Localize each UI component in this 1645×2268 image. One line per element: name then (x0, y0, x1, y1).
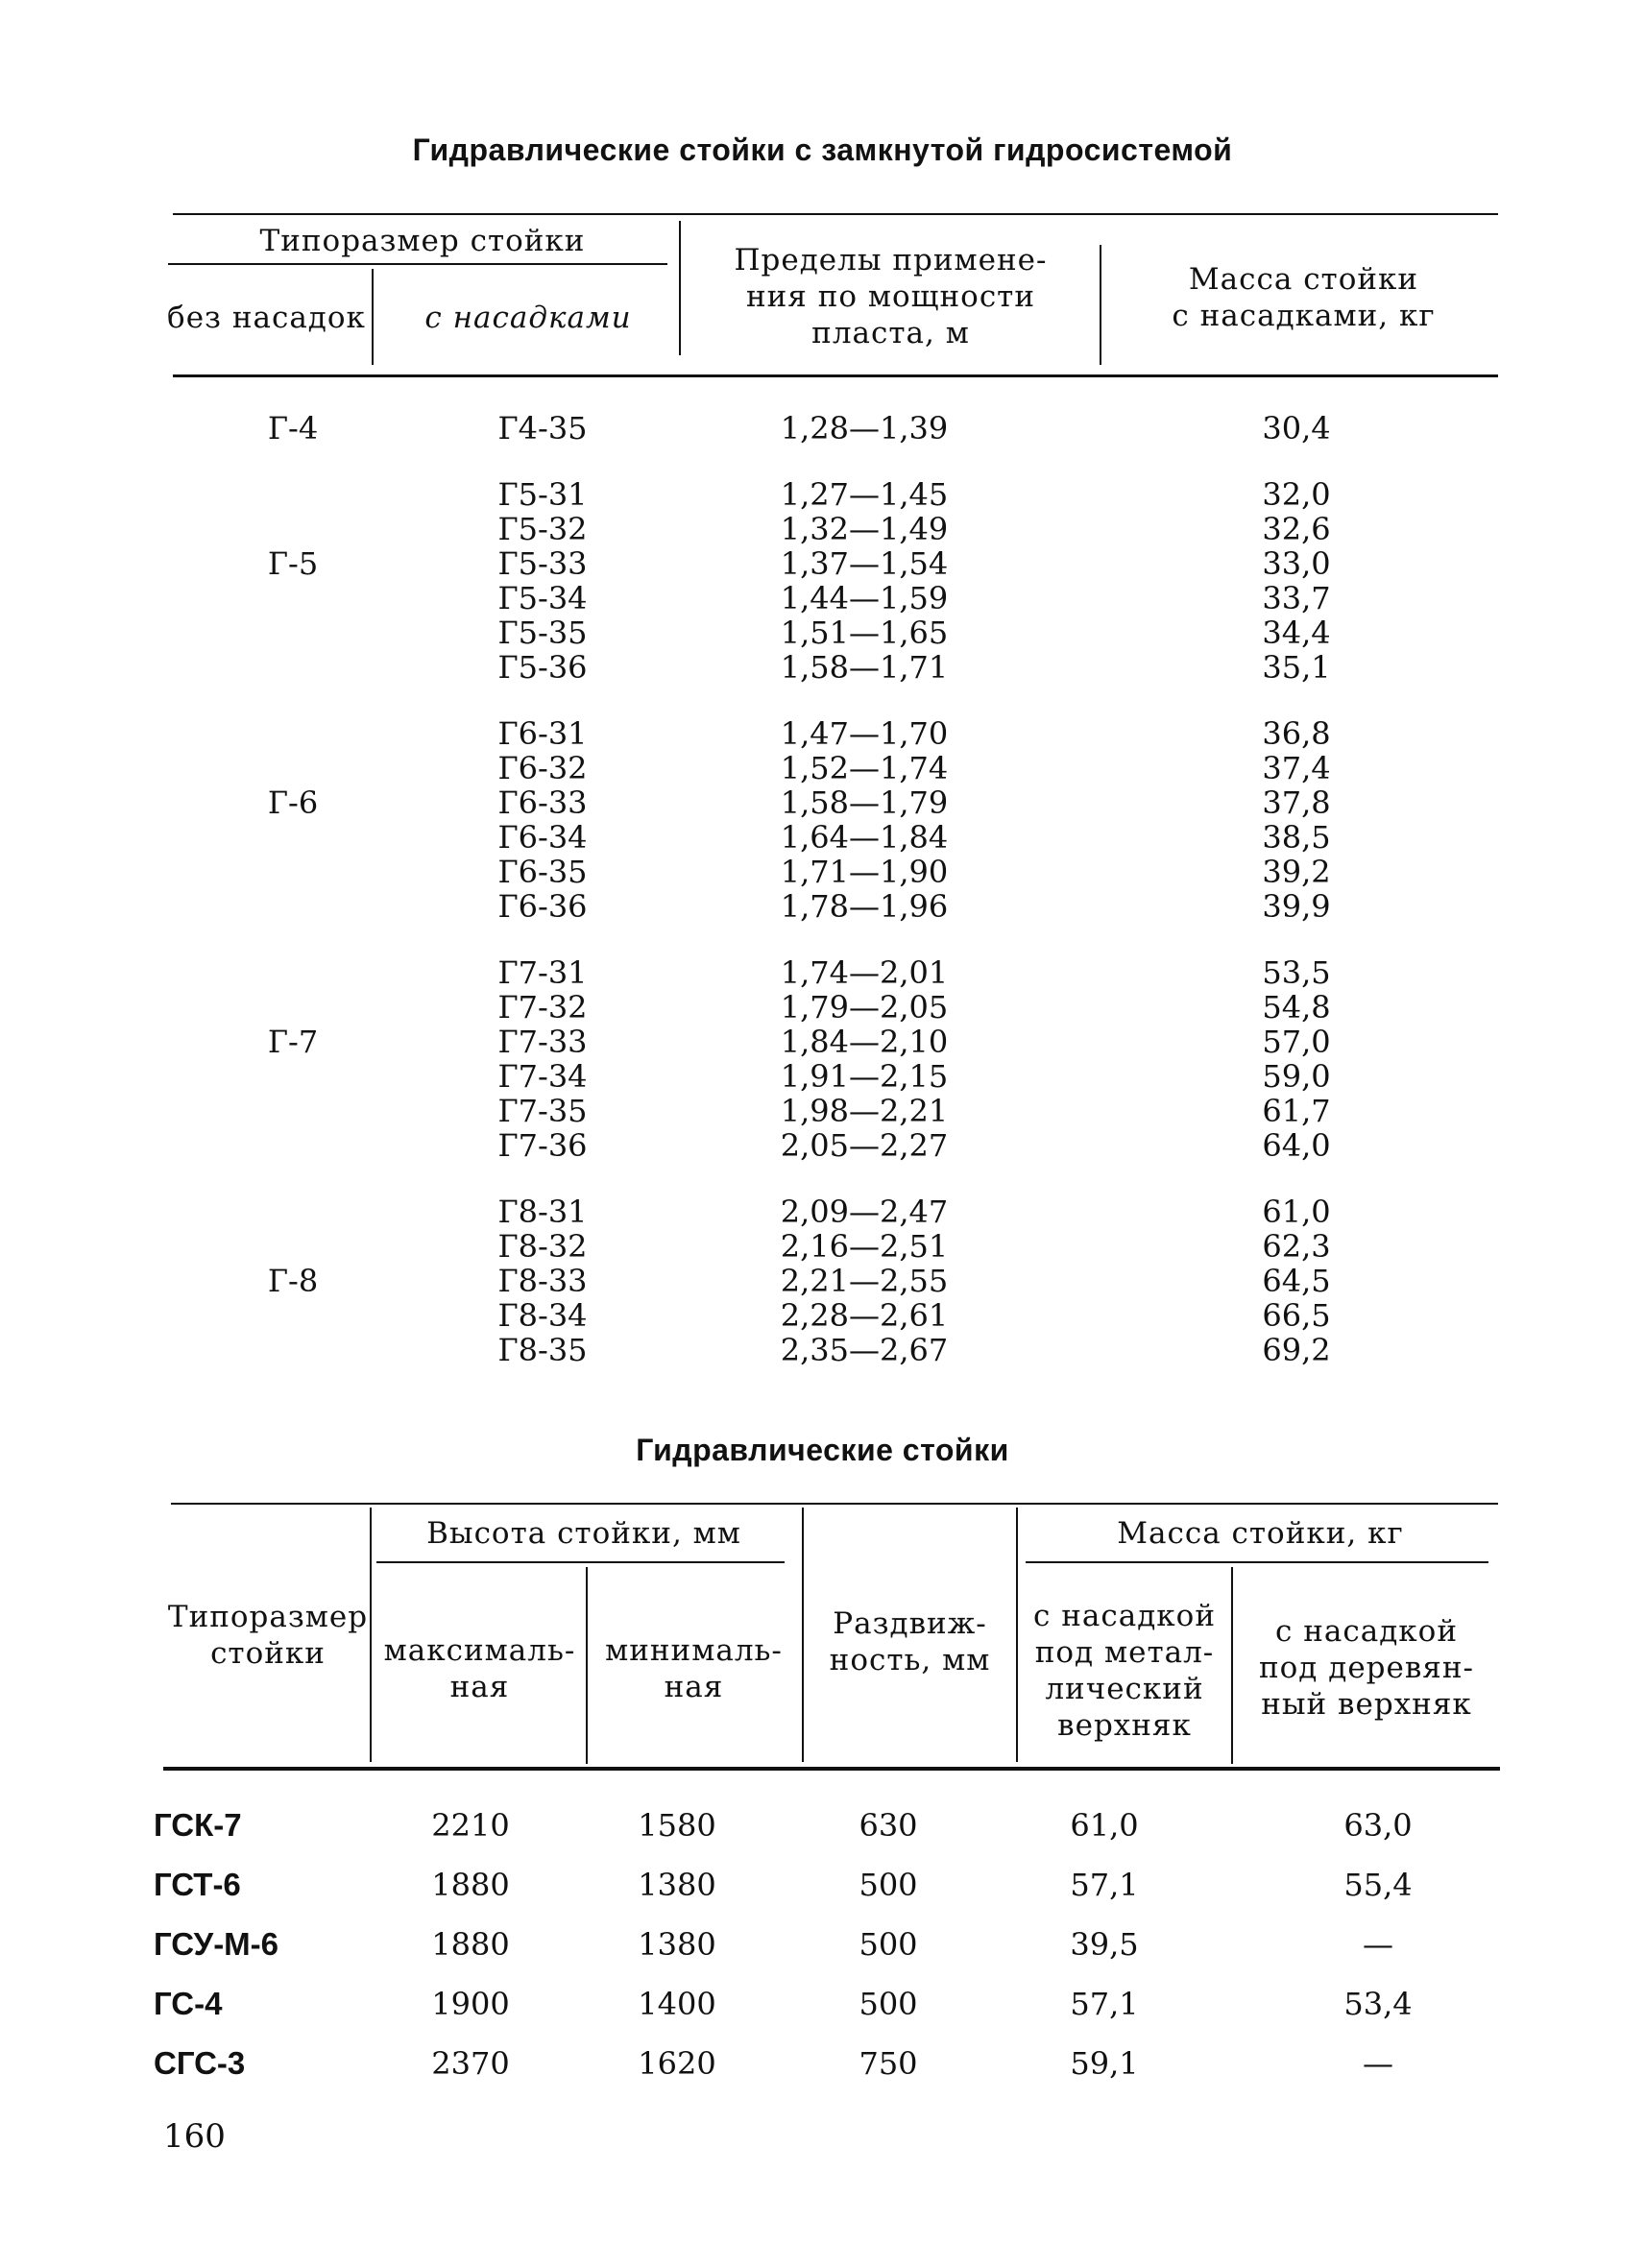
table-cell: 1,78—1,96 (780, 888, 949, 925)
table-cell: 33,7 (1262, 580, 1331, 616)
group-codes (451, 477, 634, 685)
group-codes (451, 411, 634, 446)
table-cell: Г7-35 (497, 1093, 588, 1129)
table1-divider (679, 221, 681, 355)
table-cell: 62,3 (1262, 1228, 1331, 1265)
table-cell: 30,4 (1262, 410, 1331, 446)
table-cell: Г6-33 (497, 784, 588, 821)
group-type: Г-4 (267, 410, 319, 446)
table-cell: Г7-34 (497, 1058, 588, 1095)
table-cell: Г5-31 (497, 476, 588, 513)
group-type: Г-8 (267, 1263, 319, 1299)
table1-title: Гидравлические стойки с замкнутой гидросистемой (412, 133, 1233, 167)
group-codes (451, 955, 634, 1163)
table1-header-without-caps: без насадок (167, 301, 366, 335)
table-cell: Г5-35 (497, 615, 588, 651)
table-row (0, 1806, 1645, 1866)
table-cell: 69,2 (1262, 1332, 1331, 1368)
table-cell: 1,28—1,39 (780, 410, 949, 446)
table-cell: 66,5 (1262, 1297, 1331, 1334)
table-cell: Г8-35 (497, 1332, 588, 1368)
group-masses (1239, 411, 1354, 446)
table2-header-height: Высота стойки, мм (426, 1516, 741, 1551)
table-row (0, 2044, 1645, 2104)
table-cell: 2,35—2,67 (780, 1332, 949, 1368)
table2-header-travel: Раздвиж- ность, мм (829, 1606, 991, 1677)
table-cell: 35,1 (1262, 649, 1331, 686)
table-cell: 61,0 (1262, 1194, 1331, 1230)
table-cell: 2210 (431, 1807, 510, 1844)
table-cell: 1,71—1,90 (780, 854, 949, 890)
table-cell: Г8-32 (497, 1228, 588, 1265)
table-cell: 36,8 (1262, 715, 1331, 752)
table-cell: 500 (859, 1986, 918, 2022)
table-cell: 1,27—1,45 (780, 476, 949, 513)
table-cell: 2,05—2,27 (780, 1127, 949, 1164)
table2-header-max: максималь- ная (383, 1633, 576, 1704)
table2-title: Гидравлические стойки (636, 1433, 1009, 1467)
table1-header-limits: Пределы примене- ния по мощности пласта, м (734, 243, 1048, 350)
group-masses (1239, 1194, 1354, 1367)
table2-height-rule (376, 1561, 785, 1563)
table-cell: 1880 (431, 1926, 510, 1963)
table1-header-group: Типоразмер стойки (259, 224, 586, 258)
table-cell: — (1363, 2045, 1393, 2082)
table-cell: 1,51—1,65 (780, 615, 949, 651)
group-ranges (749, 716, 980, 924)
table1-header-rule (173, 374, 1498, 377)
table-cell: ГСК-7 (154, 1807, 242, 1843)
table-cell: 38,5 (1262, 819, 1331, 856)
table-cell: Г5-32 (497, 511, 588, 547)
table-cell: 1,79—2,05 (780, 989, 949, 1025)
table2-header-metal: с насадкой под метал- лический верхняк (1033, 1599, 1216, 1743)
table1-header-with-caps: с насадками (424, 301, 632, 335)
table-cell: Г4-35 (497, 410, 588, 446)
group-type: Г-6 (267, 784, 319, 821)
table-cell: 53,4 (1343, 1986, 1413, 2022)
table2-divider (586, 1567, 588, 1764)
table-cell: 32,6 (1262, 511, 1331, 547)
table-cell: 1900 (431, 1986, 510, 2022)
table-cell: ГС-4 (154, 1986, 223, 2021)
table-cell: 1,52—1,74 (780, 750, 949, 786)
table-cell: 2,09—2,47 (780, 1194, 949, 1230)
table-cell: 1400 (638, 1986, 716, 2022)
group-ranges (749, 1194, 980, 1367)
table1-top-rule (173, 213, 1498, 215)
table-cell: 33,0 (1262, 545, 1331, 582)
table2-divider (1016, 1508, 1018, 1762)
table2-header-min: минималь- ная (605, 1633, 783, 1704)
group-masses (1239, 955, 1354, 1163)
table-cell: 1,84—2,10 (780, 1024, 949, 1060)
table-row (0, 1985, 1645, 2044)
table-cell: 1,98—2,21 (780, 1093, 949, 1129)
page-number: 160 (163, 2117, 226, 2156)
table-cell: 1,32—1,49 (780, 511, 949, 547)
table1-divider (372, 269, 374, 365)
group-masses (1239, 716, 1354, 924)
table-cell: ГСТ-6 (154, 1867, 241, 1902)
table-cell: СГС-3 (154, 2045, 246, 2081)
table-cell: 61,7 (1262, 1093, 1331, 1129)
table-cell: 39,5 (1070, 1926, 1139, 1963)
table-cell: Г8-34 (497, 1297, 588, 1334)
table-cell: 1620 (638, 2045, 716, 2082)
table-cell: 1,58—1,79 (780, 784, 949, 821)
table-cell: 1,37—1,54 (780, 545, 949, 582)
table-cell: 54,8 (1262, 989, 1331, 1025)
group-type: Г-5 (267, 545, 319, 582)
table-cell: 64,0 (1262, 1127, 1331, 1164)
table-cell: 57,0 (1262, 1024, 1331, 1060)
table-cell: 1,47—1,70 (780, 715, 949, 752)
group-ranges (749, 955, 980, 1163)
table-cell: 55,4 (1343, 1867, 1413, 1903)
table2-header-mass: Масса стойки, кг (1117, 1516, 1404, 1551)
table-cell: ГСУ-М-6 (154, 1926, 279, 1962)
table-cell: 750 (859, 2045, 918, 2082)
table-cell: 1580 (638, 1807, 716, 1844)
table-cell: 63,0 (1343, 1807, 1413, 1844)
table-cell: Г7-31 (497, 954, 588, 991)
table-cell: 2,28—2,61 (780, 1297, 949, 1334)
table1-header-mass: Масса стойки с насадками, кг (1172, 262, 1436, 333)
table-cell: Г6-32 (497, 750, 588, 786)
table-cell: Г7-36 (497, 1127, 588, 1164)
table-cell: 1,58—1,71 (780, 649, 949, 686)
table1-group-rule (168, 263, 667, 265)
table-cell: 37,8 (1262, 784, 1331, 821)
group-type: Г-7 (267, 1024, 319, 1060)
table-cell: 61,0 (1070, 1807, 1139, 1844)
table-cell: 1,64—1,84 (780, 819, 949, 856)
table-cell: 59,1 (1070, 2045, 1139, 2082)
table-cell: 57,1 (1070, 1986, 1139, 2022)
table2-header-rule (163, 1767, 1500, 1771)
table-cell: 64,5 (1262, 1263, 1331, 1299)
table2-divider (802, 1508, 804, 1762)
table-cell: 500 (859, 1867, 918, 1903)
table-cell: Г5-36 (497, 649, 588, 686)
table-cell: Г7-32 (497, 989, 588, 1025)
table-cell: 2,16—2,51 (780, 1228, 949, 1265)
group-ranges (749, 411, 980, 446)
table1-divider (1100, 245, 1101, 365)
table2-divider (1231, 1567, 1233, 1764)
group-codes (451, 1194, 634, 1367)
table-cell: 1,91—2,15 (780, 1058, 949, 1095)
table-cell: — (1363, 1926, 1393, 1963)
group-masses (1239, 477, 1354, 685)
table-cell: Г6-35 (497, 854, 588, 890)
table2-mass-rule (1026, 1561, 1488, 1563)
table-cell: 630 (859, 1807, 918, 1844)
table-cell: 1380 (638, 1867, 716, 1903)
table-cell: 1,44—1,59 (780, 580, 949, 616)
table-cell: 39,2 (1262, 854, 1331, 890)
table2-top-rule (171, 1503, 1498, 1505)
table-cell: 1880 (431, 1867, 510, 1903)
table-cell: Г6-31 (497, 715, 588, 752)
table-cell: 2370 (431, 2045, 510, 2082)
table-cell: 2,21—2,55 (780, 1263, 949, 1299)
table-cell: 57,1 (1070, 1867, 1139, 1903)
group-ranges (749, 477, 980, 685)
table-cell: Г5-34 (497, 580, 588, 616)
table-cell: Г6-34 (497, 819, 588, 856)
table-cell: 37,4 (1262, 750, 1331, 786)
table-cell: 53,5 (1262, 954, 1331, 991)
table-cell: Г8-33 (497, 1263, 588, 1299)
table-cell: Г8-31 (497, 1194, 588, 1230)
table-cell: 39,9 (1262, 888, 1331, 925)
table-cell: 1,74—2,01 (780, 954, 949, 991)
table-row (0, 1866, 1645, 1925)
table2-header-wood: с насадкой под деревян- ный верхняк (1258, 1614, 1475, 1722)
table-cell: 1380 (638, 1926, 716, 1963)
table-cell: Г7-33 (497, 1024, 588, 1060)
group-codes (451, 716, 634, 924)
table-cell: 32,0 (1262, 476, 1331, 513)
table-row (0, 1925, 1645, 1985)
table-cell: Г6-36 (497, 888, 588, 925)
table-cell: 59,0 (1262, 1058, 1331, 1095)
table2-header-type: Типоразмер стойки (167, 1600, 369, 1671)
table-cell: 34,4 (1262, 615, 1331, 651)
table-cell: Г5-33 (497, 545, 588, 582)
table-cell: 500 (859, 1926, 918, 1963)
